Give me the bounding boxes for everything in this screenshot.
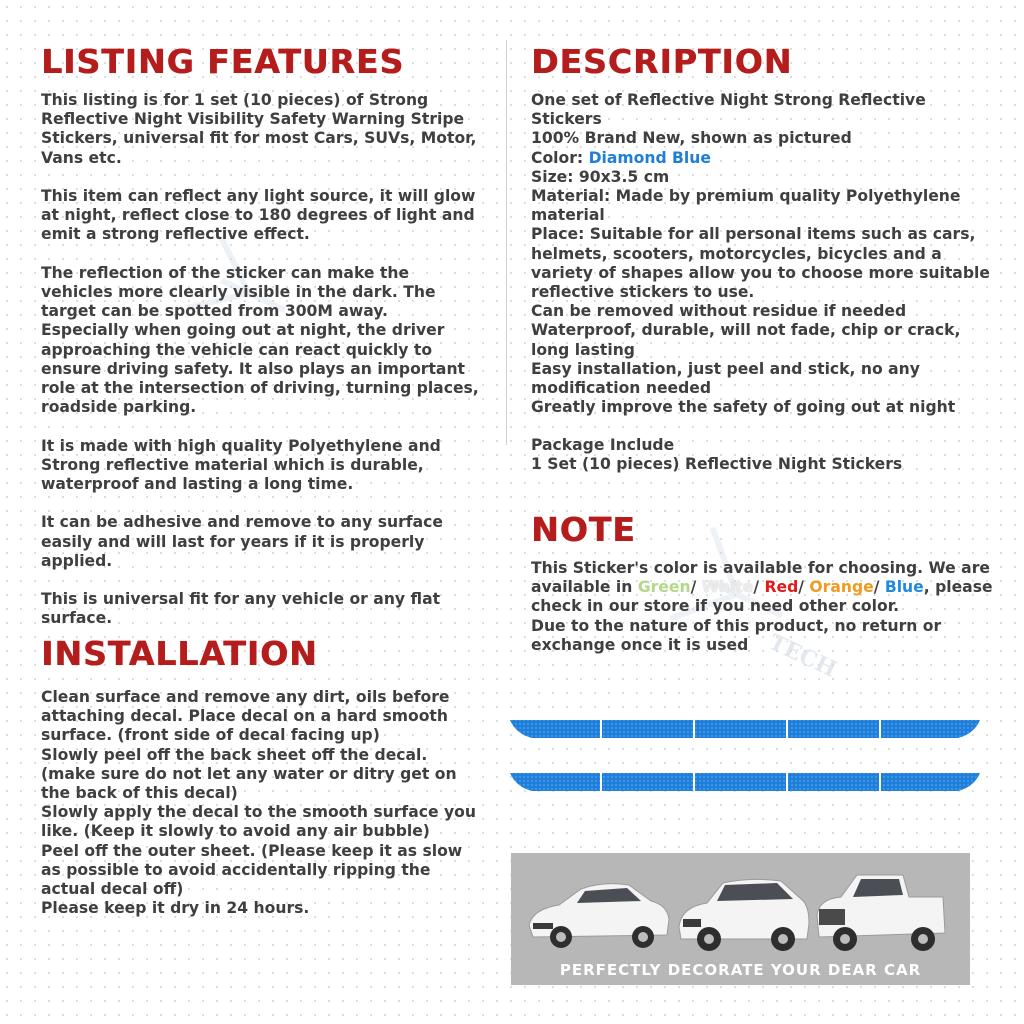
car-photo-panel xyxy=(511,853,970,985)
listing-paragraph: This is universal fit for any vehicle or any flat surface. xyxy=(41,590,441,628)
listing-features-text xyxy=(41,91,481,629)
listing-paragraph: It can be adhesive and remove to any surface easily and will last for years if it is properly applied. xyxy=(41,513,443,570)
svg-text:TECH: TECH xyxy=(764,629,841,683)
description-line: One set of Reflective Night Strong Reflective Stickers xyxy=(531,91,926,129)
color-orange: Orange xyxy=(809,578,874,597)
note-intro: This Sticker's color is available for choosing. We are available in xyxy=(531,559,990,597)
color-red: Red xyxy=(764,578,799,597)
listing-paragraph: It is made with high quality Polyethylene and Strong reflective material which is durable, waterproof and lasting a long time. xyxy=(41,436,441,494)
listing-features-heading: LISTING FEATURES xyxy=(41,42,405,81)
package-include xyxy=(531,436,1001,474)
description-line: Can be removed without residue if needed xyxy=(531,302,907,321)
note-text xyxy=(531,559,1001,655)
color-value: Diamond Blue xyxy=(588,148,711,167)
color-white: White xyxy=(701,578,754,597)
note-return-policy: Due to the nature of this product, no return or exchange once it is used xyxy=(531,616,942,654)
color-blue: Blue xyxy=(884,578,924,597)
color-green: Green xyxy=(637,578,691,597)
color-sep: / xyxy=(753,578,765,597)
note-after: , please check in our store if you need other color. xyxy=(531,578,993,616)
description-text xyxy=(531,91,1001,417)
description-line: Waterproof, durable, will not fade, chip or crack, long lasting xyxy=(531,321,961,359)
pickup-truck-icon xyxy=(817,875,945,951)
package-title: Package Include xyxy=(531,436,675,454)
description-line: 100% Brand New, shown as pictured xyxy=(531,129,852,148)
package-item: 1 Set (10 pieces) Reflective Night Stickers xyxy=(531,455,903,474)
installation-step: Slowly peel off the back sheet off the decal. (make sure do not let any water or ditry get on the back of this decal) xyxy=(41,745,457,803)
installation-step: Slowly apply the decal to the smooth surface you like. (Keep it slowly to avoid any air bubble) xyxy=(41,803,476,841)
sticker-strip-image xyxy=(510,718,980,740)
listing-paragraph: The reflection of the sticker can make the vehicles more clearly visible in the dark. The target can be spotted from 300M away. Especially when going out at night, the driver approaching the vehicle can react quickly to ensure driving safety. It also plays an important role at the intersection of driving, turning places, roadside parking. xyxy=(41,263,479,417)
installation-heading: INSTALLATION xyxy=(41,634,318,673)
color-sep: / xyxy=(798,578,810,597)
sedan-car-icon xyxy=(529,884,669,948)
listing-paragraph: This item can reflect any light source, it will glow at night, reflect close to 180 degrees of light and emit a strong reflective effect. xyxy=(41,187,476,244)
installation-step: Clean surface and remove any dirt, oils before attaching decal. Place decal on a hard smooth surface. (front side of decal facing up) xyxy=(41,688,450,745)
installation-step: Please keep it dry in 24 hours. xyxy=(41,899,310,918)
photo-caption: PERFECTLY DECORATE YOUR DEAR CAR xyxy=(559,961,922,979)
description-line: Place: Suitable for all personal items such as cars, helmets, scooters, motorcycles, bicycles and a variety of shapes allow you to choose more suitable reflective stickers to use. xyxy=(531,225,990,302)
description-line: Material: Made by premium quality Polyethylene material xyxy=(531,187,961,225)
column-divider xyxy=(506,40,507,445)
description-line: Size: 90x3.5 cm xyxy=(531,167,670,186)
suv-car-icon xyxy=(679,879,809,951)
description-line: Greatly improve the safety of going out at night xyxy=(531,398,956,417)
description-heading: DESCRIPTION xyxy=(531,42,793,81)
color-sep: / xyxy=(873,578,885,597)
color-label: Color: xyxy=(531,148,589,167)
installation-text xyxy=(41,688,481,918)
listing-paragraph: This listing is for 1 set (10 pieces) of Strong Reflective Night Visibility Safety Warning Stripe Stickers, universal fit for most Cars, SUVs, Motor, Vans etc. xyxy=(41,91,477,167)
note-colors-line xyxy=(531,559,1001,617)
installation-step: Peel off the outer sheet. (Please keep it as slow as possible to avoid accidentally ripping the actual decal off) xyxy=(41,841,463,899)
sticker-strip-image xyxy=(510,771,980,793)
color-sep: / xyxy=(690,578,702,597)
description-line: Easy installation, just peel and stick, no any modification needed xyxy=(531,359,920,398)
description-color-line xyxy=(531,149,1001,168)
note-heading: NOTE xyxy=(531,510,636,549)
